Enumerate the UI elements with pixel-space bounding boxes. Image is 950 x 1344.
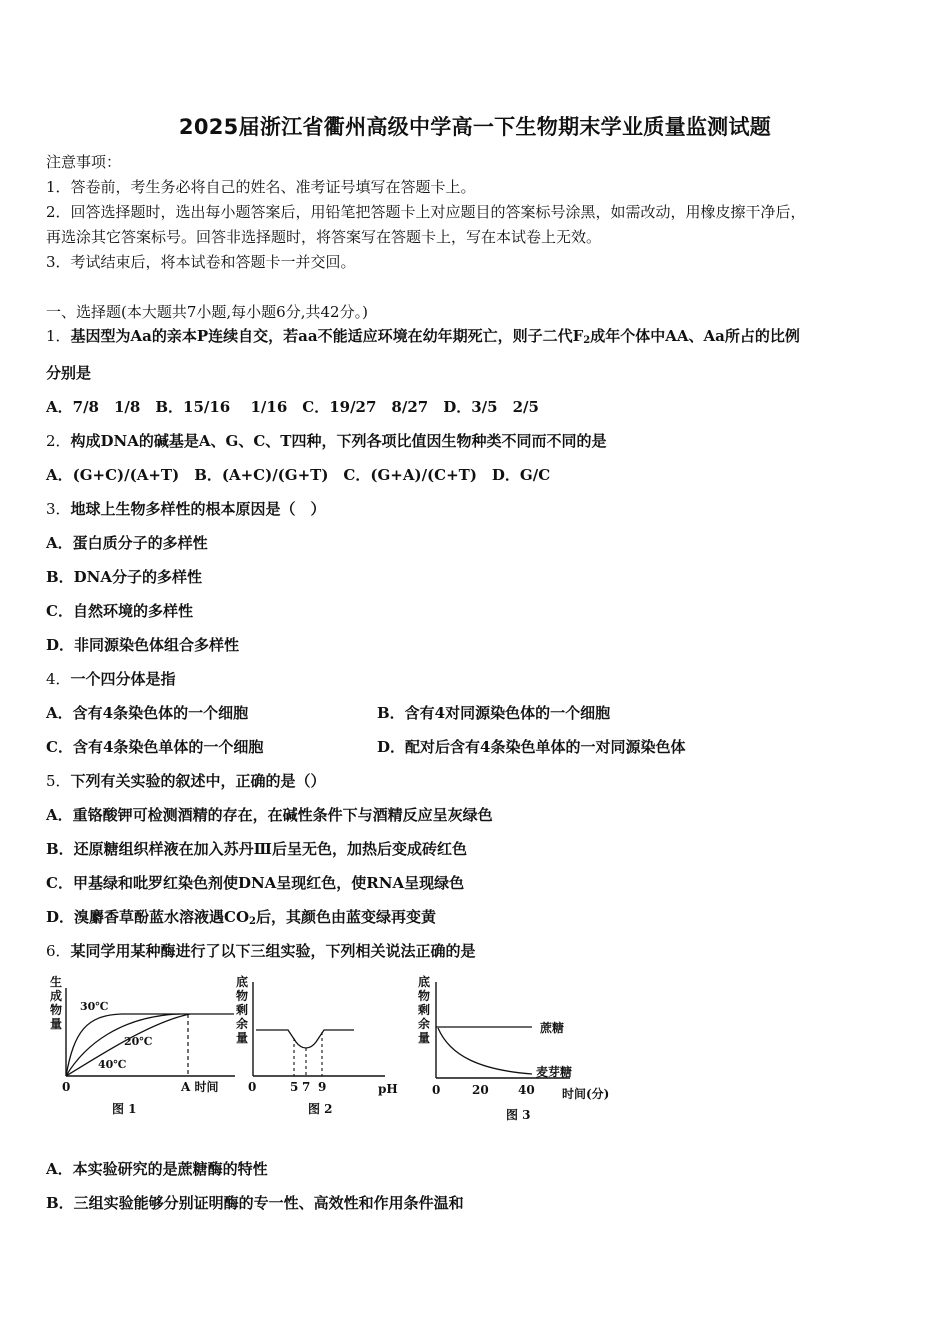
origin-label: 0 [62, 1080, 71, 1094]
option: A．重铬酸钾可检测酒精的存在，在碱性条件下与酒精反应呈灰绿色 [46, 806, 493, 824]
option: A．蛋白质分子的多样性 [46, 534, 208, 552]
question-1 [46, 325, 800, 347]
option [46, 906, 436, 928]
question-text: 下列有关实验的叙述中，正确的是（） [70, 772, 326, 790]
section-heading: 一、选择题(本大题共7小题,每小题6分,共42分。) [46, 303, 368, 321]
question-number: 5． [46, 772, 71, 790]
notice-item: 3．考试结束后，将本试卷和答题卡一并交回。 [46, 253, 356, 271]
option: A．含有4条染色体的一个细胞 [46, 704, 249, 722]
y-label-char: 剩 [236, 1003, 249, 1017]
option: A．本实验研究的是蔗糖酶的特性 [46, 1160, 268, 1178]
y-label-char: 量 [236, 1031, 249, 1045]
options: A．(G+C)/(A+T) B．(A+C)/(G+T) C．(G+A)/(C+T) D．G/C [46, 466, 551, 484]
question-2 [46, 430, 606, 452]
question-text: 一个四分体是指 [70, 670, 176, 688]
x-label: pH [378, 1082, 398, 1096]
x-label: 时间(分) [562, 1087, 610, 1101]
y-label-char: 生 [50, 975, 63, 989]
curve-maltose [438, 1028, 532, 1074]
question-text: 构成DNA的碱基是A、G、C、T四种，下列各项比值因生物种类不同而不同的是 [70, 432, 607, 450]
question-number: 2． [46, 432, 71, 450]
y-label-char: 物 [50, 1003, 63, 1017]
option: B．含有4对同源染色体的一个细胞 [377, 704, 611, 722]
question-5 [46, 770, 326, 792]
notice-item: 2．回答选择题时，选出每小题答案后，用铅笔把答题卡上对应题目的答案标号涂黑，如需改动，用橡皮擦干净后， [46, 203, 806, 221]
option: D．配对后含有4条染色单体的一对同源染色体 [377, 738, 686, 756]
tick-label: 5 [290, 1080, 299, 1094]
figure-1 [50, 974, 235, 1116]
origin-label: 0 [248, 1080, 257, 1094]
notice-item: 1．答卷前，考生务必将自己的姓名、准考证号填写在答题卡上。 [46, 178, 476, 196]
question-number: 4． [46, 670, 71, 688]
option: C．含有4条染色单体的一个细胞 [46, 738, 264, 756]
page-title: 2025届浙江省衢州高级中学高一下生物期末学业质量监测试题 [178, 115, 772, 139]
subscript: 2 [249, 916, 256, 927]
tick-label: 7 [302, 1080, 311, 1094]
y-label-char: 底 [418, 975, 431, 989]
figure-3 [418, 974, 609, 1122]
curve-label: 40℃ [98, 1058, 127, 1071]
options: A．7/8 1/8 B．15/16 1/16 C．19/27 8/27 D．3/5 2/5 [46, 398, 539, 416]
y-label-char: 物 [418, 989, 431, 1003]
question-text: 地球上生物多样性的根本原因是（ ） [70, 500, 326, 518]
question-6 [46, 940, 476, 962]
y-label-char: 物 [236, 989, 249, 1003]
q6-figures [40, 970, 640, 1130]
question-number: 6． [46, 942, 71, 960]
notice-heading: 注意事项： [46, 153, 122, 171]
option: B．DNA分子的多样性 [46, 568, 203, 586]
question-text: 基因型为Aa的亲本P连续自交，若aa不能适应环境在幼年期死亡，则子二代F [70, 327, 584, 345]
question-number: 1． [46, 327, 71, 345]
option-text: 后，其颜色由蓝变绿再变黄 [255, 908, 436, 926]
y-label-char: 余 [418, 1017, 431, 1031]
y-label-char: 剩 [418, 1003, 431, 1017]
curve-label: 20℃ [124, 1035, 153, 1048]
figure-caption: 图 3 [506, 1108, 531, 1122]
series-label: 麦芽糖 [536, 1065, 573, 1079]
question-text: 某同学用某种酶进行了以下三组实验，下列相关说法正确的是 [70, 942, 476, 960]
figure-caption: 图 1 [112, 1102, 137, 1116]
tick-label: 20 [472, 1083, 489, 1097]
option: B．还原糖组织样液在加入苏丹Ⅲ后呈无色，加热后变成砖红色 [46, 840, 467, 858]
figure-2 [236, 974, 398, 1116]
tick-label: 9 [318, 1080, 327, 1094]
option-text: D．溴麝香草酚蓝水溶液遇CO [46, 908, 250, 926]
curve-label: 30℃ [80, 1000, 109, 1013]
y-label-char: 成 [50, 989, 63, 1003]
question-text: 成年个体中AA、Aa所占的比例 [590, 327, 800, 345]
x-label: A 时间 [181, 1080, 219, 1094]
option: D．非同源染色体组合多样性 [46, 636, 240, 654]
y-label-char: 量 [418, 1031, 431, 1045]
curve-ph [256, 1030, 354, 1048]
series-label: 蔗糖 [540, 1021, 565, 1035]
question-text-cont: 分别是 [46, 364, 92, 382]
figure-caption: 图 2 [308, 1102, 333, 1116]
y-label-char: 余 [236, 1017, 249, 1031]
option: C．自然环境的多样性 [46, 602, 193, 620]
option: C．甲基绿和吡罗红染色剂使DNA呈现红色，使RNA呈现绿色 [46, 874, 465, 892]
question-4 [46, 668, 176, 690]
question-3 [46, 498, 326, 520]
option: B．三组实验能够分别证明酶的专一性、高效性和作用条件温和 [46, 1194, 464, 1212]
question-number: 3． [46, 500, 71, 518]
origin-label: 0 [432, 1083, 441, 1097]
notice-item: 再选涂其它答案标号。回答非选择题时，将答案写在答题卡上，写在本试卷上无效。 [46, 228, 602, 246]
y-label-char: 量 [50, 1017, 63, 1031]
y-label-char: 底 [236, 975, 249, 989]
subscript: 2 [583, 335, 591, 346]
tick-label: 40 [518, 1083, 535, 1097]
